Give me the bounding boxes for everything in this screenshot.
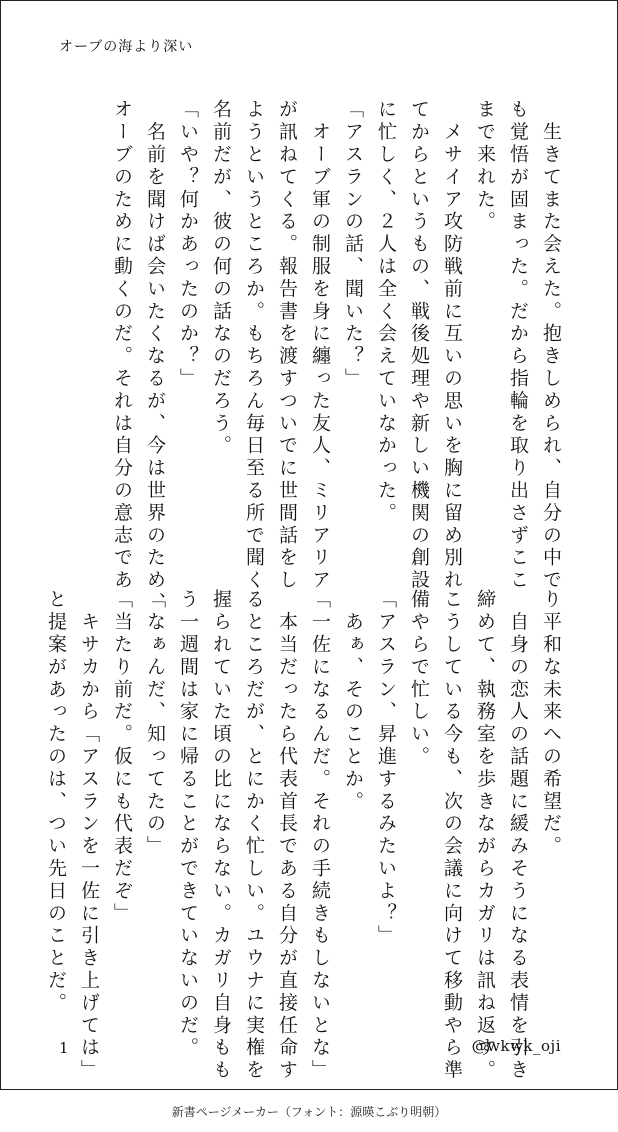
text-column: こうしている今も、次の会議に向けて移動やら準 [441,589,463,1082]
text-column: 握られていた頃の比にならない。カガリ自身もも [210,589,232,1082]
page-header-title: オーブの海より深い [59,39,194,55]
text-column: ようというところか。もちろん毎日至る所で聞く [243,99,265,592]
text-column: メサイア攻防戦前に互いの思いを胸に留め別れ [441,99,463,592]
text-column: オーブのために動くのだ。それは自分の意志であ [111,99,133,592]
text-column: 名前だが、彼の何の話なのだろう。 [210,99,232,458]
footer-credit: 新書ページメーカー（フォント：源暎こぶり明朝） [171,1105,447,1119]
text-column: と提案があったのは、つい先日のことだ。 [45,589,67,1015]
text-column: るところだが、とにかく忙しい。ユウナに実権を [243,589,265,1082]
text-column: も覚悟が固まった。だから指輪を取り出さずここ [507,99,529,592]
text-column: まで来れた。 [474,99,496,234]
text-column: 備やらで忙しい。 [408,589,430,769]
page-number: 1 [59,1039,69,1057]
text-column: 「アスランの話、聞いた？」 [342,99,364,391]
text-column: オーブ軍の制服を身に纏った友人、ミリアリア [309,99,331,592]
text-column: 「当たり前だ。仮にも代表だぞ」 [111,589,133,925]
text-column: あぁ、そのことか。 [342,589,364,813]
text-column: 「アスラン、昇進するみたいよ？」 [375,589,397,948]
author-handle: @wkwk_oji [471,1037,561,1055]
text-column: う一週間は家に帰ることができていないのだ。 [177,589,199,1060]
text-column: キサカから「アスランを一佐に引き上げては」 [78,589,100,1082]
text-column: 締めて、執務室を歩きながらカガリは訊ね返す。 [474,589,496,1082]
text-column: に忙しく、２人は全く会えていなかった。 [375,99,397,525]
text-column: 名前を聞けば会いたくなるが、今は世界のため、 [144,99,166,615]
text-column: が訊ねてくる。報告書を渡すついでに世間話をし [276,99,298,592]
text-column: 「いや？何かあったのか？」 [177,99,199,391]
text-column: り平和な未来への希望だ。 [540,589,562,858]
text-column: 「一佐になるんだ。それの手続きもしないとな」 [309,589,331,1082]
text-column: てからというもの、戦後処理や新しい機関の創設 [408,99,430,592]
text-column: 「なぁんだ、知ってたの」 [144,589,166,858]
text-column: 生きてまた会えた。抱きしめられ、自分の中で [540,99,562,592]
text-block-top [105,99,567,615]
text-column: 本当だったら代表首長である自分が直接任命す [276,589,298,1082]
text-column: 自身の恋人の話題に緩みそうになる表情を引き [507,589,529,1082]
